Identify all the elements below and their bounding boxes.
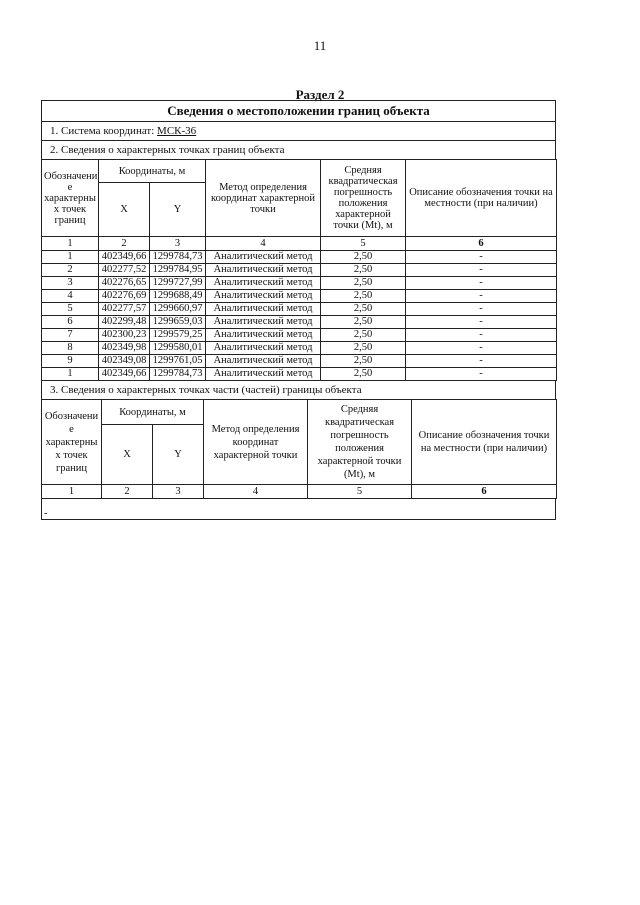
cell-method: Аналитический метод — [206, 303, 321, 316]
cell-method: Аналитический метод — [206, 316, 321, 329]
cell-method: Аналитический метод — [206, 355, 321, 368]
header-description: Описание обозначения точки на местности (при наличии) — [406, 160, 557, 237]
cell-point: 1 — [42, 251, 99, 264]
col-number: 6 — [406, 237, 557, 251]
cell-method: Аналитический метод — [206, 290, 321, 303]
cell-point: 1 — [42, 368, 99, 381]
cell-point: 2 — [42, 264, 99, 277]
header-coords: Координаты, м — [99, 160, 206, 183]
cell-x: 402300,23 — [99, 329, 150, 342]
cell-mt: 2,50 — [321, 303, 406, 316]
cell-y: 1299659,03 — [150, 316, 206, 329]
cell-mt: 2,50 — [321, 329, 406, 342]
points-table — [41, 159, 557, 381]
cell-y: 1299660,97 — [150, 303, 206, 316]
header-y: Y — [150, 183, 206, 237]
cell-method: Аналитический метод — [206, 368, 321, 381]
cell-y: 1299784,73 — [150, 251, 206, 264]
header-method: Метод определения координат характерной точки — [206, 160, 321, 237]
part-spacer-row — [41, 499, 556, 509]
cell-mt: 2,50 — [321, 355, 406, 368]
cell-point: 4 — [42, 290, 99, 303]
cell-point: 7 — [42, 329, 99, 342]
cell-method: Аналитический метод — [206, 264, 321, 277]
cell-method: Аналитический метод — [206, 277, 321, 290]
part-col-number: 2 — [102, 485, 153, 499]
cell-point: 5 — [42, 303, 99, 316]
header-x: X — [99, 183, 150, 237]
part-header-y: Y — [153, 425, 204, 485]
cell-desc: - — [406, 251, 557, 264]
cell-mt: 2,50 — [321, 264, 406, 277]
cell-y: 1299784,95 — [150, 264, 206, 277]
cell-desc: - — [406, 342, 557, 355]
cell-desc: - — [406, 329, 557, 342]
cell-desc: - — [406, 368, 557, 381]
part-col-number: 4 — [204, 485, 308, 499]
cell-method: Аналитический метод — [206, 251, 321, 264]
cell-mt: 2,50 — [321, 251, 406, 264]
cell-y: 1299688,49 — [150, 290, 206, 303]
cell-desc: - — [406, 303, 557, 316]
cell-method: Аналитический метод — [206, 342, 321, 355]
cell-point: 8 — [42, 342, 99, 355]
header-designation: Обозначени е характерны х точек границ — [42, 160, 99, 237]
cell-y: 1299727,99 — [150, 277, 206, 290]
col-number: 1 — [42, 237, 99, 251]
part-header-method: Метод определения координат характерной точки — [204, 400, 308, 485]
table-row — [42, 316, 557, 329]
cell-desc: - — [406, 316, 557, 329]
coord-system-value: МСК-36 — [157, 125, 197, 137]
part-empty-marker: - — [41, 509, 556, 520]
coord-system-row — [41, 121, 556, 140]
col-number: 3 — [150, 237, 206, 251]
cell-y: 1299784,73 — [150, 368, 206, 381]
cell-mt: 2,50 — [321, 290, 406, 303]
coord-system-label: 1. Система координат: — [50, 125, 155, 137]
table-row — [42, 264, 557, 277]
table-row — [42, 303, 557, 316]
part-header-x: X — [102, 425, 153, 485]
points-heading: 2. Сведения о характерных точках границ объекта — [41, 140, 556, 159]
cell-point: 3 — [42, 277, 99, 290]
cell-y: 1299579,25 — [150, 329, 206, 342]
cell-x: 402277,52 — [99, 264, 150, 277]
table-row — [42, 251, 557, 264]
cell-y: 1299761,05 — [150, 355, 206, 368]
cell-mt: 2,50 — [321, 316, 406, 329]
part-points-table — [41, 399, 557, 499]
cell-mt: 2,50 — [321, 368, 406, 381]
cell-x: 402349,08 — [99, 355, 150, 368]
part-col-number: 6 — [412, 485, 557, 499]
cell-desc: - — [406, 355, 557, 368]
col-number: 2 — [99, 237, 150, 251]
col-number: 5 — [321, 237, 406, 251]
part-header-accuracy: Средняя квадратическая погрешность положения характерной точки (Mt), м — [308, 400, 412, 485]
cell-y: 1299580,01 — [150, 342, 206, 355]
cell-point: 6 — [42, 316, 99, 329]
page-number: 11 — [313, 38, 327, 53]
part-header-description: Описание обозначения точки на местности (при наличии) — [412, 400, 557, 485]
header-accuracy: Средняя квадратическая погрешность положения характерной точки (Mt), м — [321, 160, 406, 237]
table-row — [42, 277, 557, 290]
cell-method: Аналитический метод — [206, 329, 321, 342]
cell-x: 402276,65 — [99, 277, 150, 290]
part-header-designation: Обозначени е характерны х точек границ — [42, 400, 102, 485]
cell-mt: 2,50 — [321, 277, 406, 290]
cell-x: 402277,57 — [99, 303, 150, 316]
cell-point: 9 — [42, 355, 99, 368]
table-row — [42, 329, 557, 342]
cell-x: 402299,48 — [99, 316, 150, 329]
cell-mt: 2,50 — [321, 342, 406, 355]
cell-desc: - — [406, 264, 557, 277]
cell-x: 402349,98 — [99, 342, 150, 355]
cell-x: 402349,66 — [99, 368, 150, 381]
part-col-number: 1 — [42, 485, 102, 499]
cell-desc: - — [406, 290, 557, 303]
cell-x: 402349,66 — [99, 251, 150, 264]
table-row — [42, 355, 557, 368]
col-number: 4 — [206, 237, 321, 251]
cell-desc: - — [406, 277, 557, 290]
section-label: Раздел 2 — [295, 87, 345, 102]
part-col-number: 5 — [308, 485, 412, 499]
table-row — [42, 290, 557, 303]
cell-x: 402276,69 — [99, 290, 150, 303]
frame-title: Сведения о местоположении границ объекта — [41, 100, 556, 121]
part-heading: 3. Сведения о характерных точках части (частей) границы объекта — [41, 381, 556, 399]
part-col-number: 3 — [153, 485, 204, 499]
table-row — [42, 342, 557, 355]
part-header-coords: Координаты, м — [102, 400, 204, 425]
table-row — [42, 368, 557, 381]
boundary-info-frame — [41, 100, 556, 520]
